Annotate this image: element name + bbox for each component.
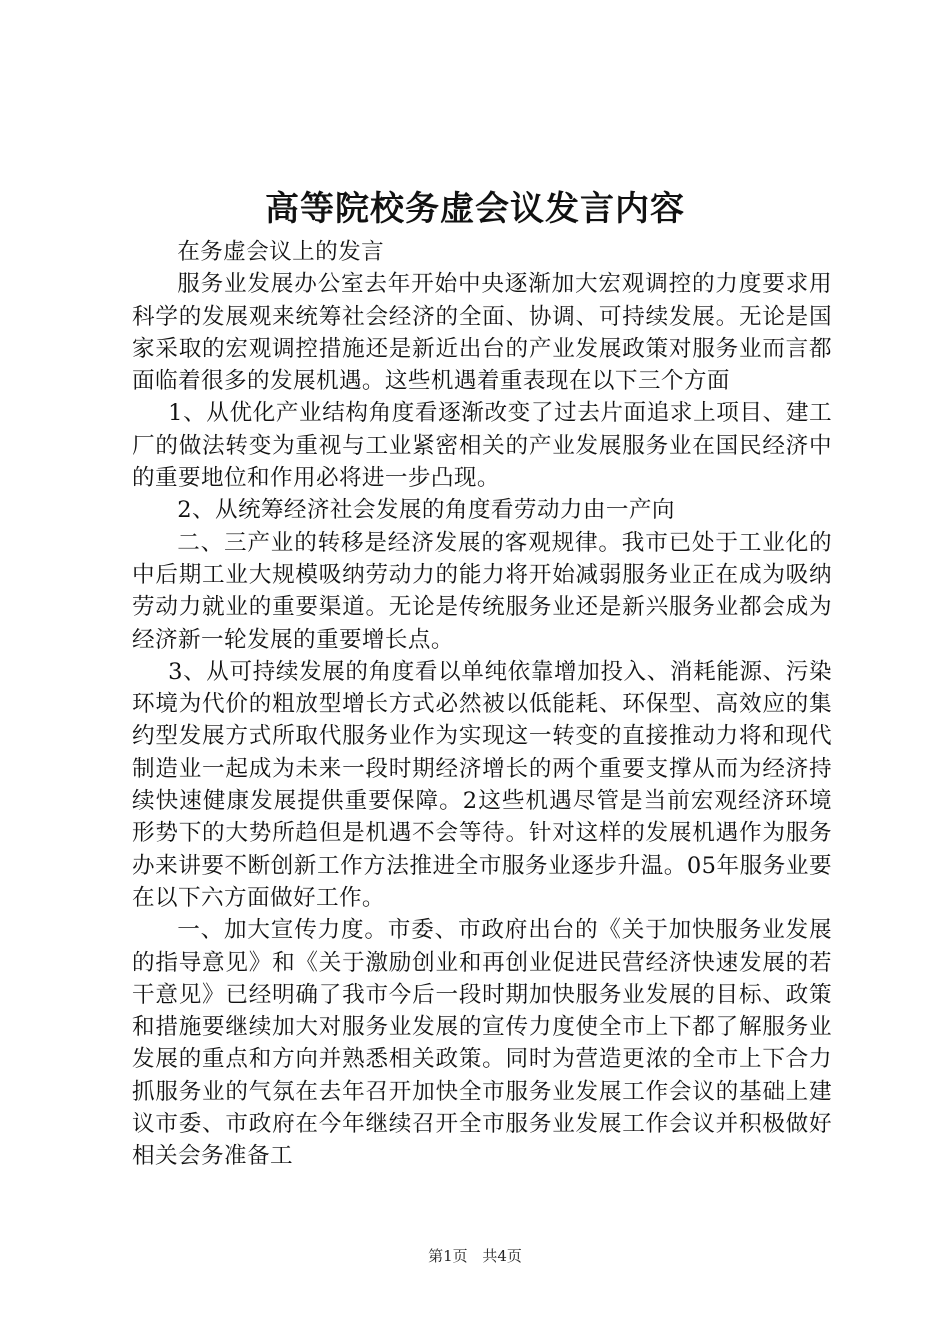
paragraph-speech-heading: 在务虚会议上的发言 (177, 239, 385, 265)
document-body (132, 236, 832, 1173)
page-footer (0, 1246, 950, 1266)
page-number: 第1页 (428, 1247, 468, 1265)
document-title: 高等院校务虚会议发言内容 (265, 189, 685, 229)
paragraph-point-2: 2、从统筹经济社会发展的角度看劳动力由一产向 (177, 497, 675, 524)
paragraph-point-1: 1、从优化产业结构角度看逐渐改变了过去片面追求上项目、建工厂的做法转变为重视与工业紧密相关的产业发展服务业在国民经济中的重要地位和作用必将进一步凸现。 (132, 400, 832, 492)
paragraph-intro: 服务业发展办公室去年开始中央逐渐加大宏观调控的力度要求用科学的发展观来统筹社会经济的全面、协调、可持续发展。无论是国家采取的宏观调控措施还是新近出台的产业发展政策对服务业而言都面临着很多的发展机遇。这些机遇着重表现在以下三个方面 (132, 271, 832, 395)
paragraph-point-2-continued: 二、三产业的转移是经济发展的客观规律。我市已处于工业化的中后期工业大规模吸纳劳动力的能力将开始减弱服务业正在成为吸纳劳动力就业的重要渠道。无论是传统服务业还是新兴服务业都会成为经济新一轮发展的重要增长点。 (132, 529, 832, 653)
paragraph-task-1: 一、加大宣传力度。市委、市政府出台的《关于加快服务业发展的指导意见》和《关于激励创业和再创业促进民营经济快速发展的若干意见》已经明确了我市今后一段时期加快服务业发展的目标、政策和措施要继续加大对服务业发展的宣传力度使全市上下都了解服务业发展的重点和方向并熟悉相关政策。同时为营造更浓的全市上下合力抓服务业的气氛在去年召开加快全市服务业发展工作会议的基础上建议市委、市政府在今年继续召开全市服务业发展工作会议并积极做好相关会务准备工 (132, 917, 832, 1170)
page-total: 共4页 (482, 1247, 522, 1265)
paragraph-point-3: 3、从可持续发展的角度看以单纯依靠增加投入、消耗能源、污染环境为代价的粗放型增长方式必然被以低能耗、环保型、高效应的集约型发展方式所取代服务业作为实现这一转变的直接推动力将和现代制造业一起成为未来一段时期经济增长的两个重要支撑从而为经济持续快速健康发展提供重要保障。2这些机遇尽管是当前宏观经济环境形势下的大势所趋但是机遇不会等待。针对这样的发展机遇作为服务办来讲要不断创新工作方法推进全市服务业逐步升温。05年服务业要在以下六方面做好工作。 (132, 658, 832, 911)
